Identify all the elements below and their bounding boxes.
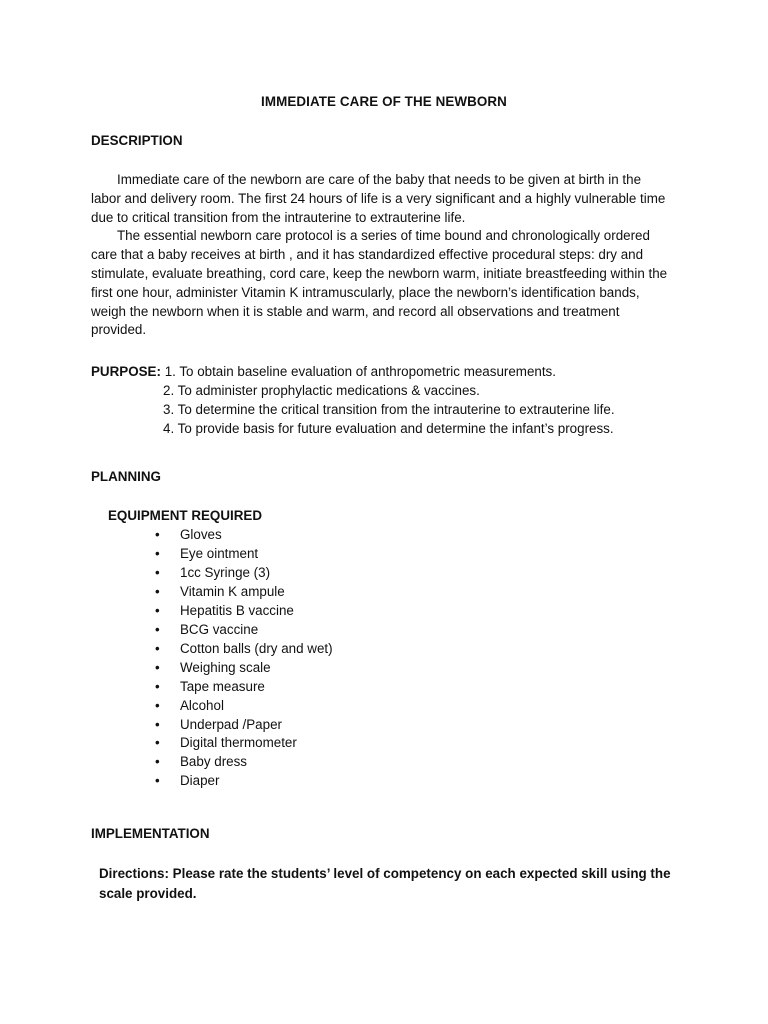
equipment-item-label: BCG vaccine [180,621,259,637]
equipment-item [150,753,333,772]
equipment-item [150,621,333,640]
bullet-icon: • [155,735,160,751]
implementation-heading: IMPLEMENTATION [91,826,210,841]
bullet-icon: • [155,773,160,789]
equipment-item-label: Weighing scale [180,659,271,675]
document-title: IMMEDIATE CARE OF THE NEWBORN [261,94,507,109]
equipment-item [150,545,333,564]
purpose-item-2: 2. To administer prophylactic medications & vaccines. [163,383,480,398]
bullet-icon: • [155,527,160,542]
purpose-item-1: 1. To obtain baseline evaluation of anthropometric measurements. [164,364,556,379]
bullet-icon: • [155,564,160,580]
bullet-icon: • [155,583,160,599]
description-heading: DESCRIPTION [91,133,183,148]
equipment-item-label: Tape measure [180,678,265,694]
bullet-icon: • [155,659,160,675]
equipment-item [150,659,333,678]
bullet-icon: • [155,678,160,694]
equipment-item-label: Hepatitis B vaccine [180,602,294,618]
bullet-icon: • [155,640,160,656]
equipment-item-label: Underpad /Paper [180,716,282,732]
equipment-item-label: Baby dress [180,754,247,770]
planning-heading: PLANNING [91,469,161,484]
equipment-item [150,772,333,791]
description-paragraph-1: Immediate care of the newborn are care of the baby that needs to be given at birth in the labor and delivery room. The first 24 hours of life is a very significant and a highly vulnerable time due to critical transition from the intrauterine to extrauterine life. [91,172,666,225]
equipment-item [150,526,333,545]
purpose-item-4: 4. To provide basis for future evaluation and determine the infant’s progress. [163,421,614,436]
equipment-item-label: Alcohol [180,697,224,713]
equipment-item-label: Diaper [180,773,220,789]
equipment-item [150,716,333,735]
bullet-icon: • [155,602,160,618]
purpose-section [91,362,615,438]
equipment-item [150,564,333,583]
equipment-item-label: Gloves [180,527,222,542]
equipment-item-label: Vitamin K ampule [180,583,285,599]
equipment-item-label: Cotton balls (dry and wet) [180,640,333,656]
bullet-icon: • [155,621,160,637]
description-body [91,171,671,340]
purpose-item-3: 3. To determine the critical transition from the intrauterine to extrauterine life. [163,402,615,417]
bullet-icon: • [155,716,160,732]
equipment-item [150,678,333,697]
equipment-item [150,583,333,602]
purpose-label: PURPOSE: [91,364,161,379]
equipment-item-label: Digital thermometer [180,735,297,751]
bullet-icon: • [155,697,160,713]
equipment-item [150,602,333,621]
equipment-item [150,734,333,753]
equipment-item [150,697,333,716]
equipment-list [150,526,333,791]
equipment-item [150,640,333,659]
equipment-subheading: EQUIPMENT REQUIRED [108,508,263,523]
purpose-row-1 [91,362,615,381]
directions-text: Directions: Please rate the students’ level of competency on each expected skill using the scale provided. [99,866,671,901]
equipment-item-label: 1cc Syringe (3) [180,564,271,580]
equipment-item-label: Eye ointment [180,545,259,561]
bullet-icon: • [155,545,160,561]
bullet-icon: • [155,754,160,770]
description-paragraph-2: The essential newborn care protocol is a series of time bound and chronologically ordered care that a baby receives at birth , and it has standardized effective procedural steps: dry and stimulate, evaluate breathing, cord care, keep the newborn warm, initiate breastfeeding within the first one hour, administer Vitamin K intramuscularly, place the newborn’s identification bands, weigh the newborn when it is stable and warm, and record all observations and treatment provided. [91,228,668,338]
